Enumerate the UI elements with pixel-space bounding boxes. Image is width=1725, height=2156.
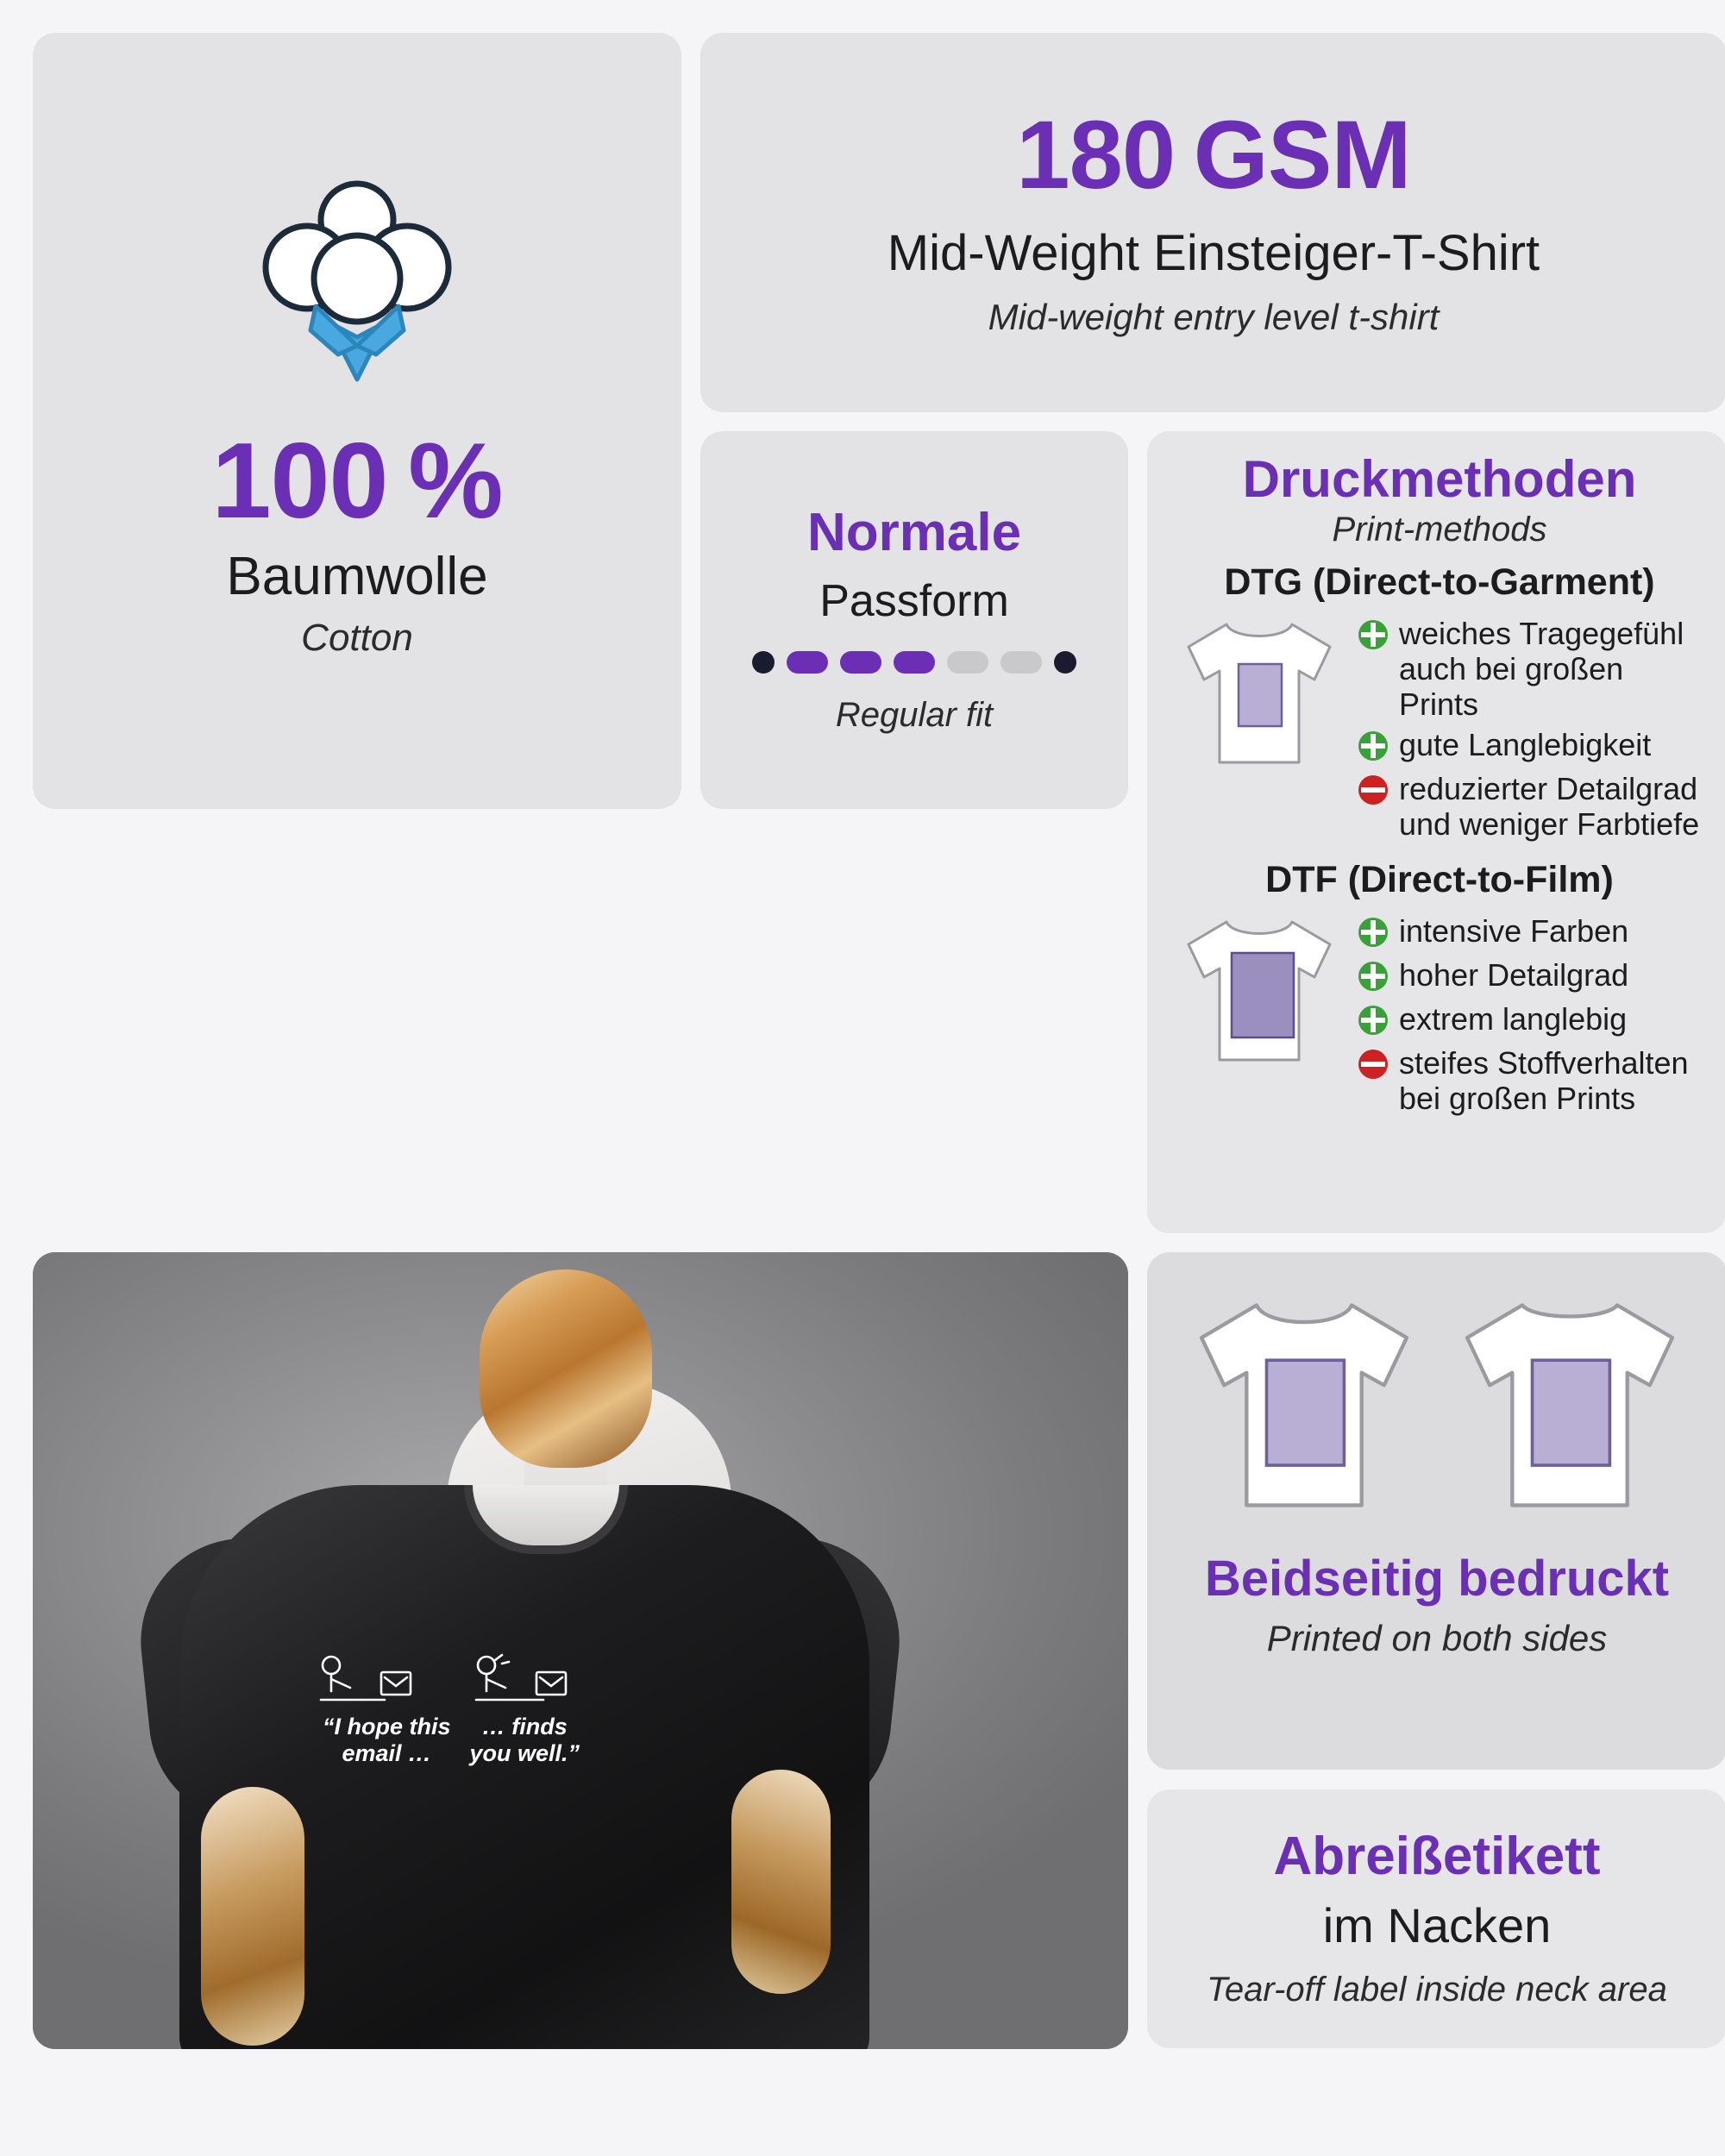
print-methods-card <box>1147 431 1725 1233</box>
dtg-bullets <box>1358 611 1706 847</box>
fit-scale-step-4 <box>947 651 988 674</box>
print-caption-left <box>323 1714 451 1767</box>
fit-scale-end-right <box>1054 651 1076 674</box>
bullet-text: extrem langlebig <box>1399 1001 1628 1037</box>
bullet-item <box>1358 913 1706 952</box>
both-sides-shirts <box>1179 1275 1695 1533</box>
dtf-heading: DTF (Direct-to-Film) <box>1265 859 1614 901</box>
bullet-item <box>1358 957 1706 996</box>
cotton-label-de: Baumwolle <box>226 546 488 606</box>
bullet-item <box>1358 727 1706 766</box>
fit-title-de: Normale <box>806 502 1022 562</box>
fit-scale-step-5 <box>1000 651 1042 674</box>
mannequin-head <box>480 1269 652 1468</box>
plus-icon <box>1358 619 1389 655</box>
gsm-weight: 180 GSM <box>1016 101 1411 210</box>
bullet-text: weiches Tragegefühl auch bei großen Prints <box>1399 616 1684 723</box>
minus-icon <box>1358 1049 1389 1084</box>
shirt-front-icon <box>1179 1275 1429 1533</box>
gsm-title-en: Mid-weight entry level t-shirt <box>988 296 1440 337</box>
dtf-shirt-icon <box>1173 908 1346 1076</box>
tshirt-print <box>292 1649 611 1770</box>
bullet-item <box>1358 1045 1706 1116</box>
fit-scale-step-1 <box>787 651 828 674</box>
minus-icon <box>1358 774 1389 810</box>
print-methods-title-de: Druckmethoden <box>1242 450 1637 508</box>
stick-figure-doodles <box>309 1651 593 1708</box>
fit-scale-end-left <box>752 651 775 674</box>
bullet-text: reduzierter Detailgrad und weniger Farbtiefe <box>1399 771 1700 843</box>
both-sides-title-en: Printed on both sides <box>1266 1618 1608 1658</box>
shirt-back-icon <box>1445 1275 1695 1533</box>
dtf-bullets <box>1358 908 1706 1121</box>
fit-label-en: Regular fit <box>835 695 994 734</box>
print-methods-title-en: Print-methods <box>1332 511 1547 548</box>
label-title-de: Abreißetikett <box>1273 1827 1601 1887</box>
cotton-label-en: Cotton <box>301 617 413 660</box>
bullet-text: gute Langlebigkeit <box>1399 727 1652 763</box>
fit-card <box>700 431 1128 809</box>
plus-icon <box>1358 1005 1389 1040</box>
gsm-card <box>700 33 1725 412</box>
bullet-text: intensive Farben <box>1399 913 1629 950</box>
product-photo <box>33 1252 1128 2049</box>
print-left-line2: email … <box>342 1740 431 1766</box>
cotton-percentage: 100 % <box>211 421 503 541</box>
dtg-body <box>1173 611 1706 847</box>
fit-scale-step-3 <box>894 651 935 674</box>
print-right-line2: you well.” <box>469 1740 580 1766</box>
dtg-shirt-icon <box>1173 611 1346 779</box>
gsm-title-de: Mid-Weight Einsteiger-T-Shirt <box>887 225 1540 282</box>
both-sides-title-de: Beidseitig bedruckt <box>1204 1551 1670 1607</box>
plus-icon <box>1358 917 1389 952</box>
both-sides-card <box>1147 1252 1725 1770</box>
print-left-line1: “I hope this <box>322 1713 451 1739</box>
plus-icon <box>1358 961 1389 996</box>
cotton-boll-icon <box>245 177 469 397</box>
mannequin-arm-left <box>201 1787 304 2046</box>
infographic-grid <box>33 33 1700 2049</box>
cotton-card <box>33 33 681 809</box>
dtf-body <box>1173 908 1706 1121</box>
print-caption-right <box>469 1714 580 1767</box>
label-subtitle-de: im Nacken <box>1322 1897 1552 1952</box>
bullet-text: hoher Detailgrad <box>1399 957 1629 993</box>
bullet-text: steifes Stoffverhalten bei großen Prints <box>1399 1045 1689 1117</box>
print-right-line1: … finds <box>481 1713 568 1739</box>
bullet-item <box>1358 1001 1706 1040</box>
fit-scale <box>752 651 1076 674</box>
dtg-heading: DTG (Direct-to-Garment) <box>1224 561 1655 603</box>
tear-off-label-card <box>1147 1789 1725 2048</box>
bullet-item <box>1358 771 1706 842</box>
label-title-en: Tear-off label inside neck area <box>1207 1970 1667 2009</box>
bullet-item <box>1358 616 1706 722</box>
plus-icon <box>1358 730 1389 766</box>
fit-scale-step-2 <box>840 651 881 674</box>
fit-subtitle-de: Passform <box>819 575 1009 626</box>
print-captions <box>323 1714 580 1767</box>
mannequin-arm-right <box>731 1770 831 1994</box>
